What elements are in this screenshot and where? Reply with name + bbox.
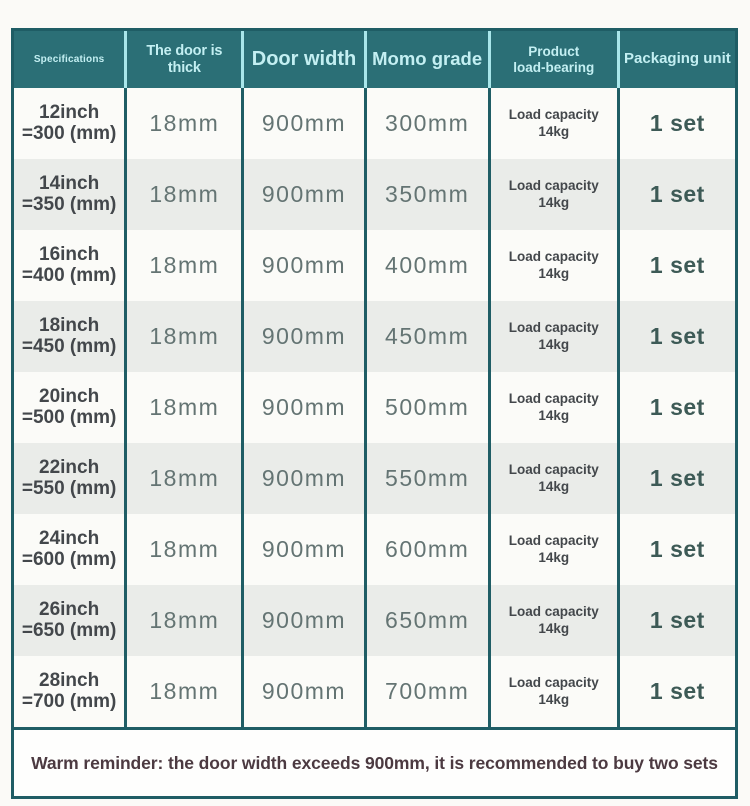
spec-cell xyxy=(14,372,124,443)
momo-grade-value: 550mm xyxy=(385,465,470,492)
packaging-cell xyxy=(617,443,735,514)
door-width-cell xyxy=(241,230,363,301)
spec-inches: 26inch xyxy=(39,598,100,620)
thickness-cell xyxy=(124,88,241,159)
load-capacity-cell xyxy=(488,159,617,230)
packaging-cell xyxy=(617,585,735,656)
load-capacity-cell xyxy=(488,88,617,159)
packaging-cell xyxy=(617,656,735,727)
packaging-value: 1 set xyxy=(649,536,705,563)
table-row xyxy=(14,443,735,514)
spec-mm: =300 (mm) xyxy=(21,122,117,144)
load-capacity-label: Load capacity xyxy=(508,675,599,691)
load-capacity-label: Load capacity xyxy=(508,533,599,549)
thickness-cell xyxy=(124,159,241,230)
thickness-value: 18mm xyxy=(149,536,220,563)
packaging-value: 1 set xyxy=(649,678,705,705)
thickness-cell xyxy=(124,443,241,514)
load-capacity-value: 14kg xyxy=(538,691,570,707)
table-row xyxy=(14,88,735,159)
load-capacity-label: Load capacity xyxy=(508,391,599,407)
packaging-value: 1 set xyxy=(649,607,705,634)
momo-grade-cell xyxy=(364,301,488,372)
door-width-cell xyxy=(241,301,363,372)
door-width-value: 900mm xyxy=(261,536,347,563)
packaging-value: 1 set xyxy=(649,110,705,137)
momo-grade-cell xyxy=(364,88,488,159)
load-capacity-cell xyxy=(488,585,617,656)
thickness-value: 18mm xyxy=(149,678,220,705)
door-width-cell xyxy=(241,372,363,443)
spec-cell xyxy=(14,585,124,656)
spec-inches: 20inch xyxy=(39,385,100,407)
table-row xyxy=(14,656,735,727)
thickness-value: 18mm xyxy=(149,323,220,350)
thickness-cell xyxy=(124,585,241,656)
packaging-value: 1 set xyxy=(649,465,705,492)
spec-cell xyxy=(14,88,124,159)
momo-grade-cell xyxy=(364,585,488,656)
momo-grade-value: 700mm xyxy=(385,678,470,705)
load-capacity-value: 14kg xyxy=(538,478,570,494)
door-width-value: 900mm xyxy=(261,110,347,137)
table-header-row xyxy=(14,31,735,88)
spec-mm: =450 (mm) xyxy=(21,335,117,357)
thickness-cell xyxy=(124,230,241,301)
door-width-value: 900mm xyxy=(261,678,347,705)
header-cell-packaging-unit xyxy=(617,31,735,88)
load-capacity-label: Load capacity xyxy=(508,604,599,620)
load-capacity-value: 14kg xyxy=(538,336,570,352)
spec-mm: =600 (mm) xyxy=(21,548,117,570)
spec-inches: 24inch xyxy=(39,527,100,549)
load-capacity-value: 14kg xyxy=(538,549,570,565)
door-width-value: 900mm xyxy=(261,252,347,279)
header-label: The door is thick xyxy=(146,43,223,76)
door-width-value: 900mm xyxy=(261,465,347,492)
spec-cell xyxy=(14,230,124,301)
load-capacity-cell xyxy=(488,443,617,514)
spec-cell xyxy=(14,514,124,585)
load-capacity-value: 14kg xyxy=(538,620,570,636)
momo-grade-cell xyxy=(364,372,488,443)
thickness-cell xyxy=(124,301,241,372)
packaging-cell xyxy=(617,514,735,585)
momo-grade-value: 500mm xyxy=(385,394,470,421)
header-label: Packaging unit xyxy=(624,50,731,68)
momo-grade-value: 400mm xyxy=(385,252,470,279)
door-width-value: 900mm xyxy=(261,323,347,350)
load-capacity-value: 14kg xyxy=(538,194,570,210)
load-capacity-label: Load capacity xyxy=(508,320,599,336)
spec-mm: =550 (mm) xyxy=(21,477,117,499)
header-cell-load-bearing xyxy=(488,31,617,88)
momo-grade-cell xyxy=(364,514,488,585)
spec-mm: =700 (mm) xyxy=(21,690,117,712)
thickness-cell xyxy=(124,372,241,443)
door-width-cell xyxy=(241,514,363,585)
load-capacity-cell xyxy=(488,230,617,301)
table-row xyxy=(14,159,735,230)
load-capacity-value: 14kg xyxy=(538,123,570,139)
momo-grade-cell xyxy=(364,230,488,301)
momo-grade-cell xyxy=(364,443,488,514)
header-cell-momo-grade xyxy=(364,31,488,88)
header-cell-door-width xyxy=(241,31,363,88)
thickness-value: 18mm xyxy=(149,252,220,279)
spec-inches: 18inch xyxy=(39,314,100,336)
header-label: Door width xyxy=(251,48,357,71)
packaging-cell xyxy=(617,372,735,443)
momo-grade-value: 300mm xyxy=(385,110,470,137)
header-cell-door-thickness xyxy=(124,31,241,88)
momo-grade-value: 650mm xyxy=(385,607,470,634)
packaging-value: 1 set xyxy=(649,394,705,421)
door-width-value: 900mm xyxy=(261,181,347,208)
table-row xyxy=(14,514,735,585)
load-capacity-value: 14kg xyxy=(538,407,570,423)
door-width-cell xyxy=(241,443,363,514)
momo-grade-value: 600mm xyxy=(385,536,470,563)
door-width-value: 900mm xyxy=(261,607,347,634)
warm-reminder-text: Warm reminder: the door width exceeds 900mm, it is recommended to buy two sets xyxy=(31,752,718,773)
spec-cell xyxy=(14,443,124,514)
header-label: Specifications xyxy=(33,53,105,65)
spec-inches: 16inch xyxy=(39,243,100,265)
table-row xyxy=(14,230,735,301)
spec-mm: =400 (mm) xyxy=(21,264,117,286)
thickness-cell xyxy=(124,656,241,727)
door-width-cell xyxy=(241,585,363,656)
spec-table xyxy=(11,28,738,730)
load-capacity-cell xyxy=(488,301,617,372)
packaging-value: 1 set xyxy=(649,252,705,279)
load-capacity-label: Load capacity xyxy=(508,462,599,478)
packaging-value: 1 set xyxy=(649,323,705,350)
spec-mm: =350 (mm) xyxy=(21,193,117,215)
header-label: Product xyxy=(528,44,580,60)
load-capacity-cell xyxy=(488,514,617,585)
spec-cell xyxy=(14,656,124,727)
thickness-value: 18mm xyxy=(149,110,220,137)
load-capacity-label: Load capacity xyxy=(508,178,599,194)
packaging-cell xyxy=(617,301,735,372)
momo-grade-value: 450mm xyxy=(385,323,470,350)
spec-inches: 28inch xyxy=(39,669,100,691)
momo-grade-value: 350mm xyxy=(385,181,470,208)
door-width-cell xyxy=(241,656,363,727)
spec-inches: 14inch xyxy=(39,172,100,194)
door-width-cell xyxy=(241,159,363,230)
packaging-cell xyxy=(617,88,735,159)
momo-grade-cell xyxy=(364,656,488,727)
thickness-value: 18mm xyxy=(149,181,220,208)
packaging-cell xyxy=(617,159,735,230)
spec-mm: =500 (mm) xyxy=(21,406,117,428)
thickness-value: 18mm xyxy=(149,394,220,421)
thickness-value: 18mm xyxy=(149,607,220,634)
spec-inches: 22inch xyxy=(39,456,100,478)
header-label-line2: load-bearing xyxy=(513,59,595,75)
door-width-value: 900mm xyxy=(261,394,347,421)
product-spec-sheet xyxy=(11,28,738,799)
momo-grade-cell xyxy=(364,159,488,230)
thickness-value: 18mm xyxy=(149,465,220,492)
header-cell-specifications xyxy=(14,31,124,88)
load-capacity-label: Load capacity xyxy=(508,249,599,265)
packaging-cell xyxy=(617,230,735,301)
table-row xyxy=(14,585,735,656)
packaging-value: 1 set xyxy=(649,181,705,208)
door-width-cell xyxy=(241,88,363,159)
table-body xyxy=(14,88,735,727)
header-label: Momo grade xyxy=(372,48,483,70)
spec-cell xyxy=(14,159,124,230)
spec-cell xyxy=(14,301,124,372)
load-capacity-cell xyxy=(488,656,617,727)
load-capacity-value: 14kg xyxy=(538,265,570,281)
warm-reminder-banner xyxy=(11,727,738,799)
load-capacity-label: Load capacity xyxy=(508,107,599,123)
load-capacity-cell xyxy=(488,372,617,443)
table-row xyxy=(14,372,735,443)
table-row xyxy=(14,301,735,372)
spec-inches: 12inch xyxy=(39,101,100,123)
thickness-cell xyxy=(124,514,241,585)
spec-mm: =650 (mm) xyxy=(21,619,117,641)
